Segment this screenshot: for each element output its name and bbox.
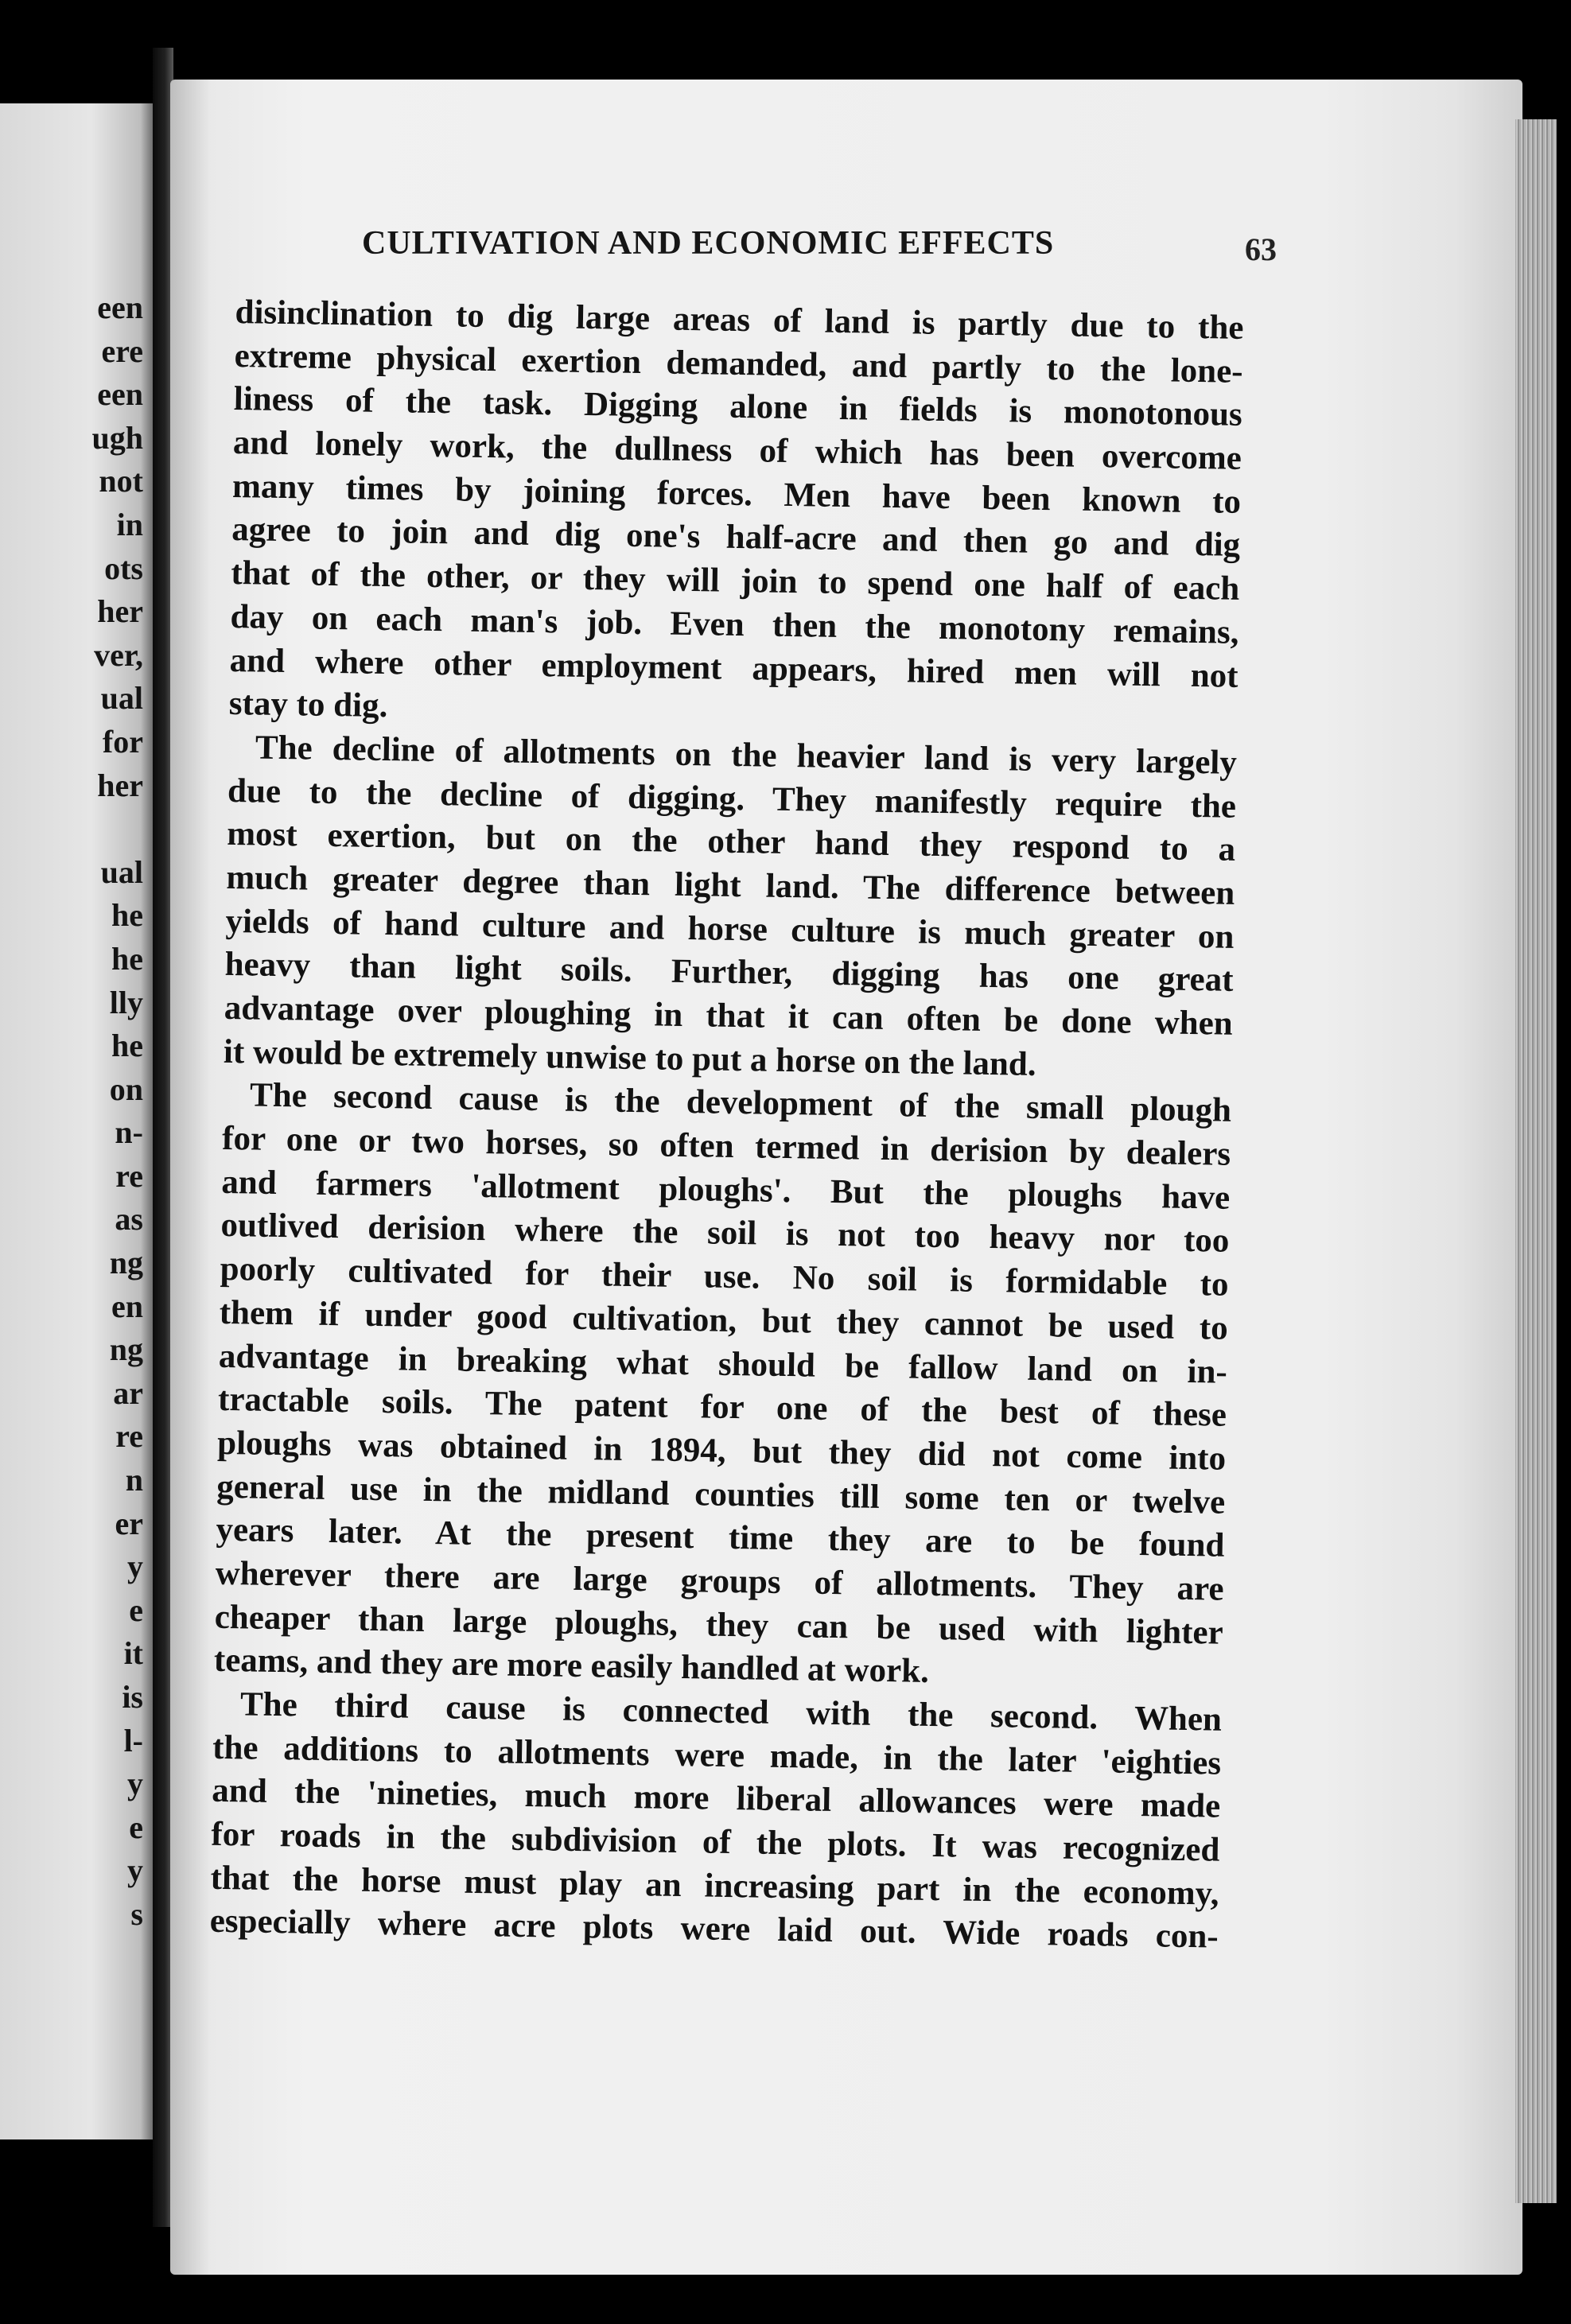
facing-page-fragment: as — [115, 1201, 143, 1238]
text-line: agree to join and dig one's half-acre and then go and dig — [231, 511, 1241, 565]
facing-page-fragment: ere — [101, 332, 143, 369]
text-line: general use in the midland counties till some ten or twelve — [216, 1467, 1226, 1521]
text-line: wherever there are large groups of allotments. They are — [215, 1554, 1224, 1608]
text-line: and where other employment appears, hired men will not — [229, 641, 1239, 695]
facing-page-fragment: en — [111, 1288, 143, 1324]
facing-page-fragment: ar — [113, 1374, 143, 1411]
text-line: much greater degree than light land. The difference between — [226, 858, 1235, 912]
text-line: and lonely work, the dullness of which has been overcome — [232, 424, 1242, 477]
text-line: outlived derision where the soil is not too heavy nor too — [220, 1207, 1230, 1261]
facing-page-fragment: it — [123, 1635, 143, 1672]
facing-page-fragment: y — [127, 1852, 143, 1889]
facing-page-fragment: y — [127, 1549, 143, 1585]
text-line: most exertion, but on the other hand they respond to a — [226, 815, 1236, 869]
text-line: The third cause is connected with the second. When — [239, 1685, 1223, 1739]
facing-page-fragment: in — [116, 506, 143, 542]
text-line: advantage in breaking what should be fallow land on in- — [218, 1337, 1228, 1391]
text-line: that of the other, or they will join to spend one half of each — [231, 554, 1240, 608]
text-line: many times by joining forces. Men have been known to — [231, 467, 1242, 521]
facing-page-fragment: lly — [109, 984, 143, 1020]
text-line: extreme physical exertion demanded, and partly to the lone- — [234, 336, 1243, 391]
facing-page-fragment: her — [97, 593, 143, 630]
facing-page-fragment: he — [111, 940, 143, 977]
facing-page-fragment: he — [111, 1028, 143, 1064]
facing-page-fragment: er — [115, 1505, 143, 1541]
facing-page-fragment: re — [115, 1418, 143, 1455]
facing-page-fragment: on — [109, 1071, 143, 1107]
facing-page-fragment: he — [111, 897, 143, 934]
facing-page-gap — [92, 807, 144, 851]
text-line: and farmers 'allotment ploughs'. But the ploughs have — [221, 1163, 1231, 1217]
text-line: and the 'nineties, much more liberal allowances were made — [212, 1772, 1221, 1826]
text-line: yields of hand culture and horse culture is much greater on — [225, 902, 1235, 956]
text-line: The decline of allotments on the heavier land is very largely — [255, 729, 1238, 782]
facing-page-fragment: ng — [109, 1245, 143, 1281]
text-line: them if under good cultivation, but they cannot be used to — [219, 1293, 1229, 1347]
page-number: 63 — [1245, 231, 1277, 267]
page-header — [362, 216, 1277, 280]
text-line: disinclination to dig large areas of land is partly due to the — [235, 293, 1244, 347]
text-line: day on each man's job. Even then the monotony remains, — [230, 597, 1239, 651]
text-line: liness of the task. Digging alone in fields is monotonous — [233, 380, 1243, 434]
facing-page-fragment: ver, — [94, 636, 143, 673]
facing-page-fragment: e — [129, 1809, 143, 1845]
text-line: years later. At the present time they are to be found — [216, 1511, 1225, 1564]
text-line: cheaper than large ploughs, they can be used with lighter — [214, 1598, 1224, 1652]
facing-page-text-fragments — [92, 286, 144, 1937]
text-line: it would be extremely unwise to put a horse on the land. — [223, 1032, 1036, 1083]
text-line: especially where acre plots were laid out. Wide roads con- — [209, 1902, 1219, 1957]
text-line: for roads in the subdivision of the plots. It was recognized — [211, 1815, 1220, 1869]
facing-page-edge — [0, 103, 153, 2139]
facing-page-fragment: ual — [100, 680, 143, 717]
text-line: poorly cultivated for their use. No soil is formidable to — [220, 1249, 1229, 1304]
text-line: due to the decline of digging. They manifestly require the — [227, 771, 1237, 826]
facing-page-fragment: for — [102, 723, 143, 760]
facing-page-fragment: n — [125, 1462, 143, 1498]
text-line: stay to dig. — [228, 685, 388, 725]
text-line: The second cause is the development of the small plough — [249, 1076, 1232, 1130]
facing-page-fragment: een — [97, 376, 143, 413]
facing-page-fragment: her — [97, 767, 143, 803]
text-line: heavy than light soils. Further, digging has one great — [224, 946, 1234, 1000]
facing-page-fragment: is — [122, 1679, 143, 1715]
text-line: the additions to allotments were made, in the later 'eighties — [212, 1728, 1222, 1782]
facing-page-fragment: e — [129, 1591, 143, 1628]
facing-page-fragment: ual — [100, 853, 143, 890]
text-line: tractable soils. The patent for one of the best of these — [217, 1381, 1227, 1434]
facing-page-fragment: re — [115, 1157, 143, 1194]
facing-page-fragment: ugh — [91, 419, 143, 456]
text-line: advantage over ploughing in that it can often be done when — [224, 989, 1234, 1043]
facing-page-fragment: ng — [109, 1331, 143, 1368]
facing-page-fragment: not — [99, 463, 143, 499]
running-head: CULTIVATION AND ECONOMIC EFFECTS — [362, 225, 1055, 262]
page-edges — [1515, 119, 1557, 2203]
facing-page-fragment: l- — [123, 1722, 143, 1759]
text-line: ploughs was obtained in 1894, but they did not come into — [216, 1424, 1227, 1478]
facing-page-fragment: s — [130, 1895, 143, 1932]
facing-page-fragment: een — [97, 290, 143, 325]
text-line: for one or two horses, so often termed in derision by dealers — [221, 1119, 1231, 1173]
text-line: teams, and they are more easily handled at work. — [213, 1642, 930, 1691]
text-line: that the horse must play an increasing part in the economy, — [210, 1859, 1219, 1913]
facing-page-fragment: n- — [115, 1114, 143, 1151]
body-text — [209, 291, 1243, 1960]
facing-page-fragment: ots — [104, 550, 143, 586]
facing-page-fragment: y — [127, 1766, 143, 1802]
